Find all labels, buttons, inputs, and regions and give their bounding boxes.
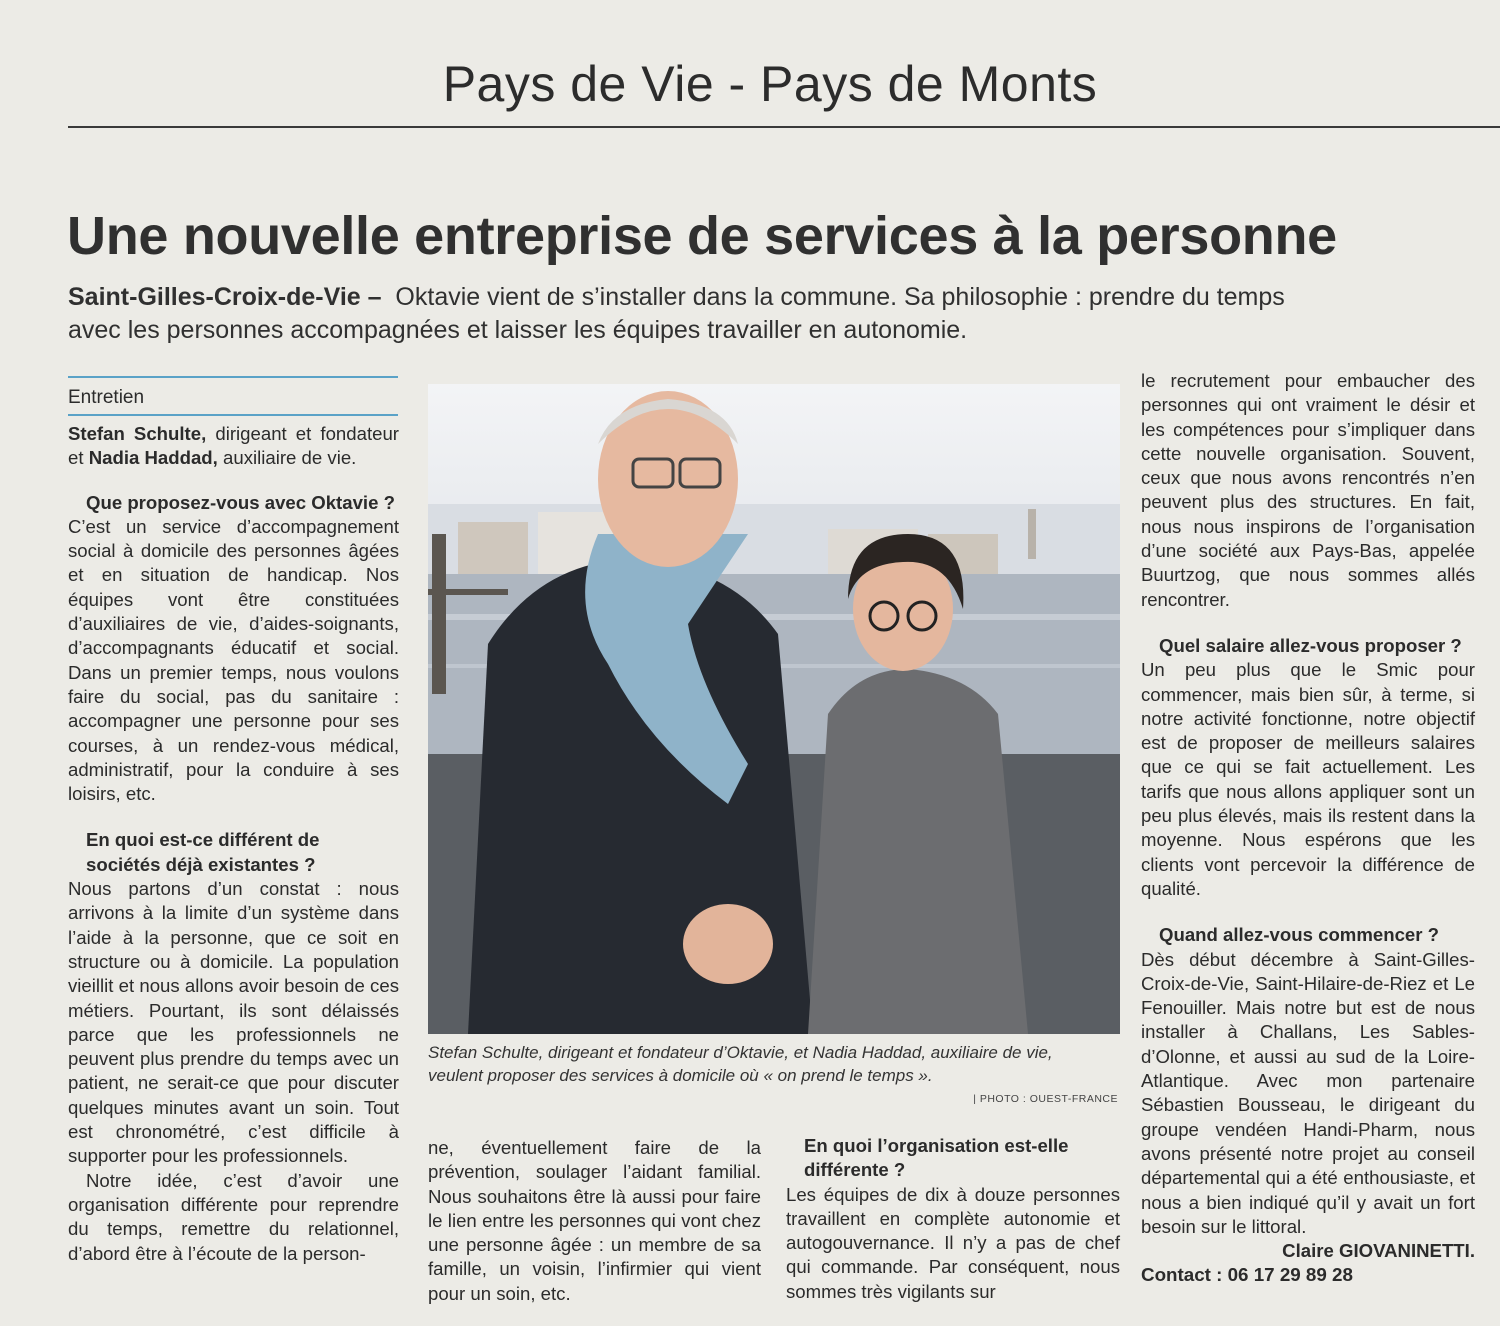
answer-4: Un peu plus que le Smic pour commencer, mais bien sûr, à terme, si notre activité fonctionne, notre objectif est de proposer de meilleurs salaires que ce qui se fait actuellement. Les tarifs que nous allons appliquer sont un peu plus élevés, mais ils restent dans la moyenne. Nous espérons que les clients vont percevoir la différence de qualité. (1141, 659, 1475, 899)
contact-line (1141, 1263, 1475, 1287)
intro-name-1: Stefan Schulte, (68, 423, 207, 444)
answer-1: C’est un service d’accompagnement social à domicile des personnes âgées et en situation de handicap. Nos équipes vont être constituées d’auxiliaires de vie, d’aides-soignants, d’accompagnants éducatif et social. Dans un premier temps, nous voulons faire du social, pas du sanitaire : accompagner une personne pour ses courses, à un rendez-vous médical, administratif, pour la conduire à ses loisirs, etc. (68, 515, 399, 805)
contact-label: Contact : (1141, 1264, 1223, 1286)
headline: Une nouvelle entreprise de services à la personne (67, 206, 1337, 266)
answer-3b: le recrutement pour embaucher des personnes qui ont vraiment le désir et les compétences pour s’impliquer dans cette nouvelle organisation. Souvent, ceux que nous avons rencontrés n’en peuvent plus des structures. En fait, nous nous inspirons de l’organisation d’une société aux Pays-Bas, appelée Buurtzog, que nous sommes allés rencontrer. (1141, 370, 1475, 610)
question-2: En quoi est-ce différent de sociétés déjà existantes ? (86, 829, 320, 875)
interview-tag (68, 376, 398, 416)
question-5: Quand allez-vous commencer ? (1159, 924, 1440, 946)
column-3 (786, 1112, 1120, 1304)
lead-place: Saint-Gilles-Croix-de-Vie – (68, 283, 382, 311)
column-1 (68, 422, 399, 1266)
article-photo (428, 384, 1120, 1034)
question-3: En quoi l’organisation est-elle différente ? (804, 1135, 1069, 1181)
photo-illustration (428, 384, 1120, 1034)
question-4: Quel salaire allez-vous proposer ? (1159, 634, 1462, 656)
answer-3: Les équipes de dix à douze personnes travaillent en complète autonomie et autogouvernance. Il n’y a pas de chef qui commande. Par conséquent, nous sommes très vigilants sur (786, 1183, 1120, 1302)
lead-paragraph (68, 281, 1318, 347)
photo-credit: | PHOTO : OUEST-FRANCE (973, 1093, 1118, 1105)
section-title: Pays de Vie - Pays de Monts (442, 56, 1098, 112)
column-2 (428, 1136, 761, 1306)
section-rule (68, 126, 1500, 128)
lead-text: Oktavie vient de s’installer dans la commune. Sa philosophie : prendre du temps avec les personnes accompagnées et laisser les équipes travailler en autonomie. (68, 283, 1285, 344)
question-1: Que proposez-vous avec Oktavie ? (86, 491, 395, 513)
intro-name-2: Nadia Haddad, (88, 447, 218, 469)
answer-5: Dès début décembre à Saint-Gilles-Croix-de-Vie, Saint-Hilaire-de-Riez et Le Fenouiller. Mais notre but est de nous installer à Challans, Les Sables-d’Olonne, et aussi au sud de la Loire-Atlantique. Avec mon partenaire Sébastien Bousseau, le dirigeant du groupe vendéen Handi-Pharm, nous avons présenté notre projet au conseil départemental qui a été enthousiaste, et nous a bien indiqué qu’il y avait un fort besoin sur le littoral. (1141, 948, 1475, 1237)
tag-rule-bottom (68, 414, 398, 416)
column-4 (1141, 369, 1475, 1288)
intro-paragraph (68, 422, 399, 471)
contact-number: 06 17 29 89 28 (1227, 1264, 1353, 1286)
answer-2b: Notre idée, c’est d’avoir une organisation différente pour reprendre du temps, remettre du relationnel, d’abord être à l’écoute de la person- (68, 1169, 399, 1264)
intro-text-1: dirigeant et fondateur et (68, 423, 399, 469)
answer-2: Nous partons d’un constat : nous arrivons à la limite d’un système dans l’aide à la personne, que ce soit en structure ou à domicile. La population vieillit et nous allons avoir besoin de ces métiers. Pourtant, ils sont délaissés parce que les professionnels ne peuvent plus prendre du temps avec un patient, ne serait-ce que pour discuter quelques minutes avant un soin. Tout est chronométré, c’est difficile à supporter pour les professionnels. (68, 878, 399, 1167)
intro-text-2: auxiliaire de vie. (223, 447, 357, 469)
tag-label: Entretien (68, 387, 145, 408)
photo-caption: Stefan Schulte, dirigeant et fondateur d’Oktavie, et Nadia Haddad, auxiliaire de vie, veulent proposer des services à domicile où « on prend le temps ». (428, 1043, 1053, 1085)
answer-2c: ne, éventuellement faire de la prévention, soulager l’aidant familial. Nous souhaitons être là aussi pour faire le lien entre les personnes qui vont chez une personne âgée : un membre de sa famille, un voisin, l’infirmier qui vient pour un soin, etc. (428, 1137, 761, 1304)
author-signature: Claire GIOVANINETTI. (1282, 1240, 1475, 1262)
